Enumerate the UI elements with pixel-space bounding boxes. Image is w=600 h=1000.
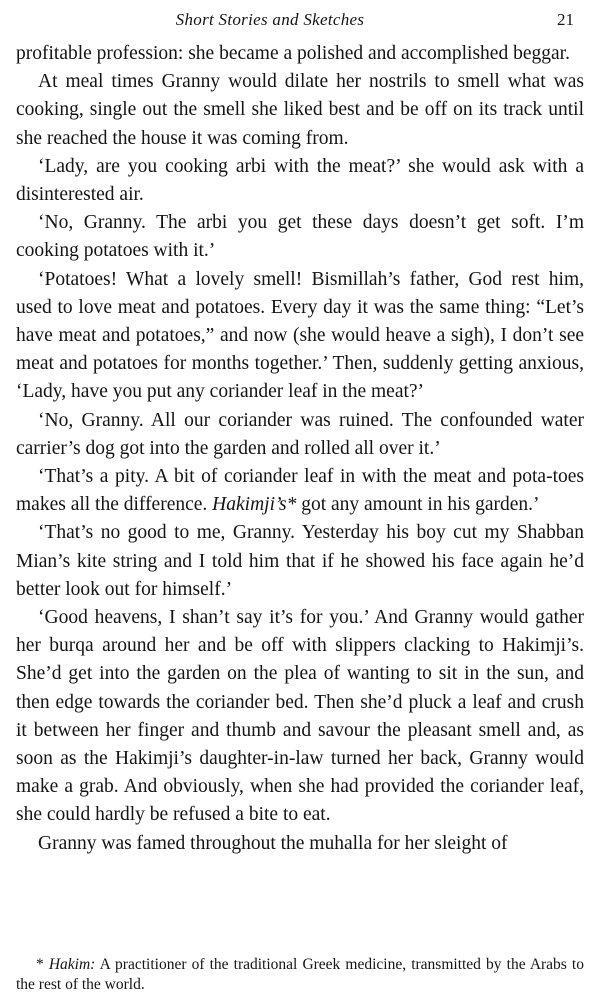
body-text [16,40,584,858]
footnote-text: A practitioner of the traditional Greek medicine, transmitted by the Arabs to the rest of the world. [16,956,584,993]
paragraph-3 [16,153,584,209]
paragraph-7 [16,463,584,519]
paragraph-text: ‘Lady, are you cooking arbi with the meat?’ she would ask with a disinterested air. [16,155,584,206]
paragraph-text: Granny was famed throughout the muhalla for her sleight of [38,832,508,854]
paragraph-9 [16,604,584,830]
page-number: 21 [557,10,574,29]
paragraph-text: ‘That’s a pity. A bit of coriander leaf in with the meat and pota-toes makes all the difference. [16,466,584,516]
running-title: Short Stories and Sketches [175,10,365,29]
running-head [0,10,600,34]
footnote-term: Hakim: [48,956,96,973]
paragraph-text: profitable profession: she became a polished and accomplished beggar. [16,43,570,64]
paragraph-6 [16,407,584,463]
paragraph-1 [16,40,584,68]
footnote-marker: * [36,956,44,973]
paragraph-5 [16,266,584,407]
paragraph-text: ‘That’s no good to me, Granny. Yesterday his boy cut my Shabban Mian’s kite string and I told him that if he showed his face again he’d better look out for himself.’ [16,522,584,600]
paragraph-text: ‘Good heavens, I shan’t say it’s for you.’ And Granny would gather her burqa around her and be off with slippers clacking to Hakimji’s. She’d get into the garden on the plea of wanting to sit in the sun, and then edge towards the coriander bed. Then she’d pluck a leaf and crush it between her finger and thumb and savour the pleasant smell and, as soon as the Hakimji’s daughter-in-law turned her back, Granny would make a grab. And obviously, when she had provided the coriander leaf, she could hardly be refused a bite to eat. [16,607,584,826]
paragraph-text: At meal times Granny would dilate her nostrils to smell what was cooking, single out the smell she liked best and be off on its track until she reached the house it was coming from. [16,71,584,149]
paragraph-text: got any amount in his garden.’ [296,494,540,516]
paragraph-2 [16,68,584,153]
paragraph-text: ‘No, Granny. All our coriander was ruined. The confounded water carrier’s dog got into the garden and rolled all over it.’ [16,409,584,459]
paragraph-4 [16,209,584,265]
italic-text: Hakimji’s* [212,494,297,516]
paragraph-8 [16,519,584,604]
footnote [16,955,584,995]
paragraph-10 [16,830,584,858]
paragraph-text: ‘No, Granny. The arbi you get these days doesn’t get soft. I’m cooking potatoes with it.’ [16,212,584,262]
paragraph-text: ‘Potatoes! What a lovely smell! Bismillah’s father, God rest him, used to love meat and potatoes. Every day it was the same thing: “Let’s have meat and potatoes,” and now (she would heave a sigh), I don’t see meat and potatoes for months together.’ Then, suddenly getting anxious, ‘Lady, have you put any coriander leaf in the meat?’ [16,268,584,403]
